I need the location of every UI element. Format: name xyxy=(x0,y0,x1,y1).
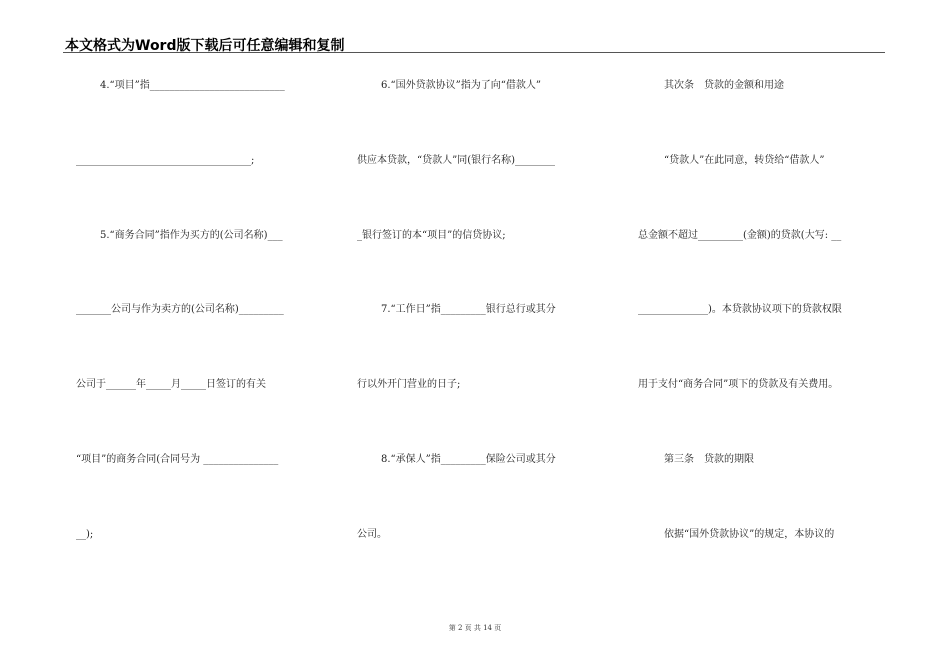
document-header-title: 本文格式为Word版下载后可任意编辑和复制 xyxy=(65,38,345,54)
right-line-7: 依据“国外贷款协议”的规定，本协议的 xyxy=(664,529,835,540)
right-line-1: 其次条 贷款的金额和用途 xyxy=(664,80,784,91)
left-line-2: ___________________________________; xyxy=(76,155,255,166)
middle-line-3: _银行签订的本“项目”的信贷协议; xyxy=(357,230,506,241)
left-line-7: __); xyxy=(76,529,94,540)
left-line-4: _______公司与作为卖方的(公司名称)_________ xyxy=(76,304,284,315)
left-line-1: 4.“项目”指___________________________ xyxy=(100,80,285,91)
right-line-5: 用于支付“商务合同”项下的贷款及有关费用。 xyxy=(638,379,839,390)
middle-line-4: 7.“工作日”指_________银行总行或其分 xyxy=(381,304,556,315)
page-number: 第 2 页 共 14 页 xyxy=(448,624,502,632)
middle-line-5: 行以外开门营业的日子; xyxy=(357,379,461,390)
middle-line-7: 公司。 xyxy=(357,529,387,540)
middle-line-1: 6.“国外贷款协议”指为了向“借款人” xyxy=(381,80,541,91)
left-line-5: 公司于______年_____月_____日签订的有关 xyxy=(76,379,266,390)
right-line-2: “贷款人”在此同意，转贷给“借款人” xyxy=(664,155,825,166)
right-line-6: 第三条 贷款的期限 xyxy=(664,454,754,465)
middle-line-2: 供应本贷款，“贷款人”同(银行名称)________ xyxy=(357,155,556,166)
middle-line-6: 8.“承保人”指_________保险公司或其分 xyxy=(381,454,556,465)
right-line-4: ______________)。本贷款协议项下的贷款权限 xyxy=(638,304,842,315)
right-line-3: 总金额不超过_________(金额)的贷款(大写: __ xyxy=(638,230,842,241)
left-line-6: “项目”的商务合同(合同号为 _______________ xyxy=(76,454,279,465)
left-line-3: 5.“商务合同”指作为买方的(公司名称)___ xyxy=(100,230,283,241)
header-divider xyxy=(63,52,885,53)
